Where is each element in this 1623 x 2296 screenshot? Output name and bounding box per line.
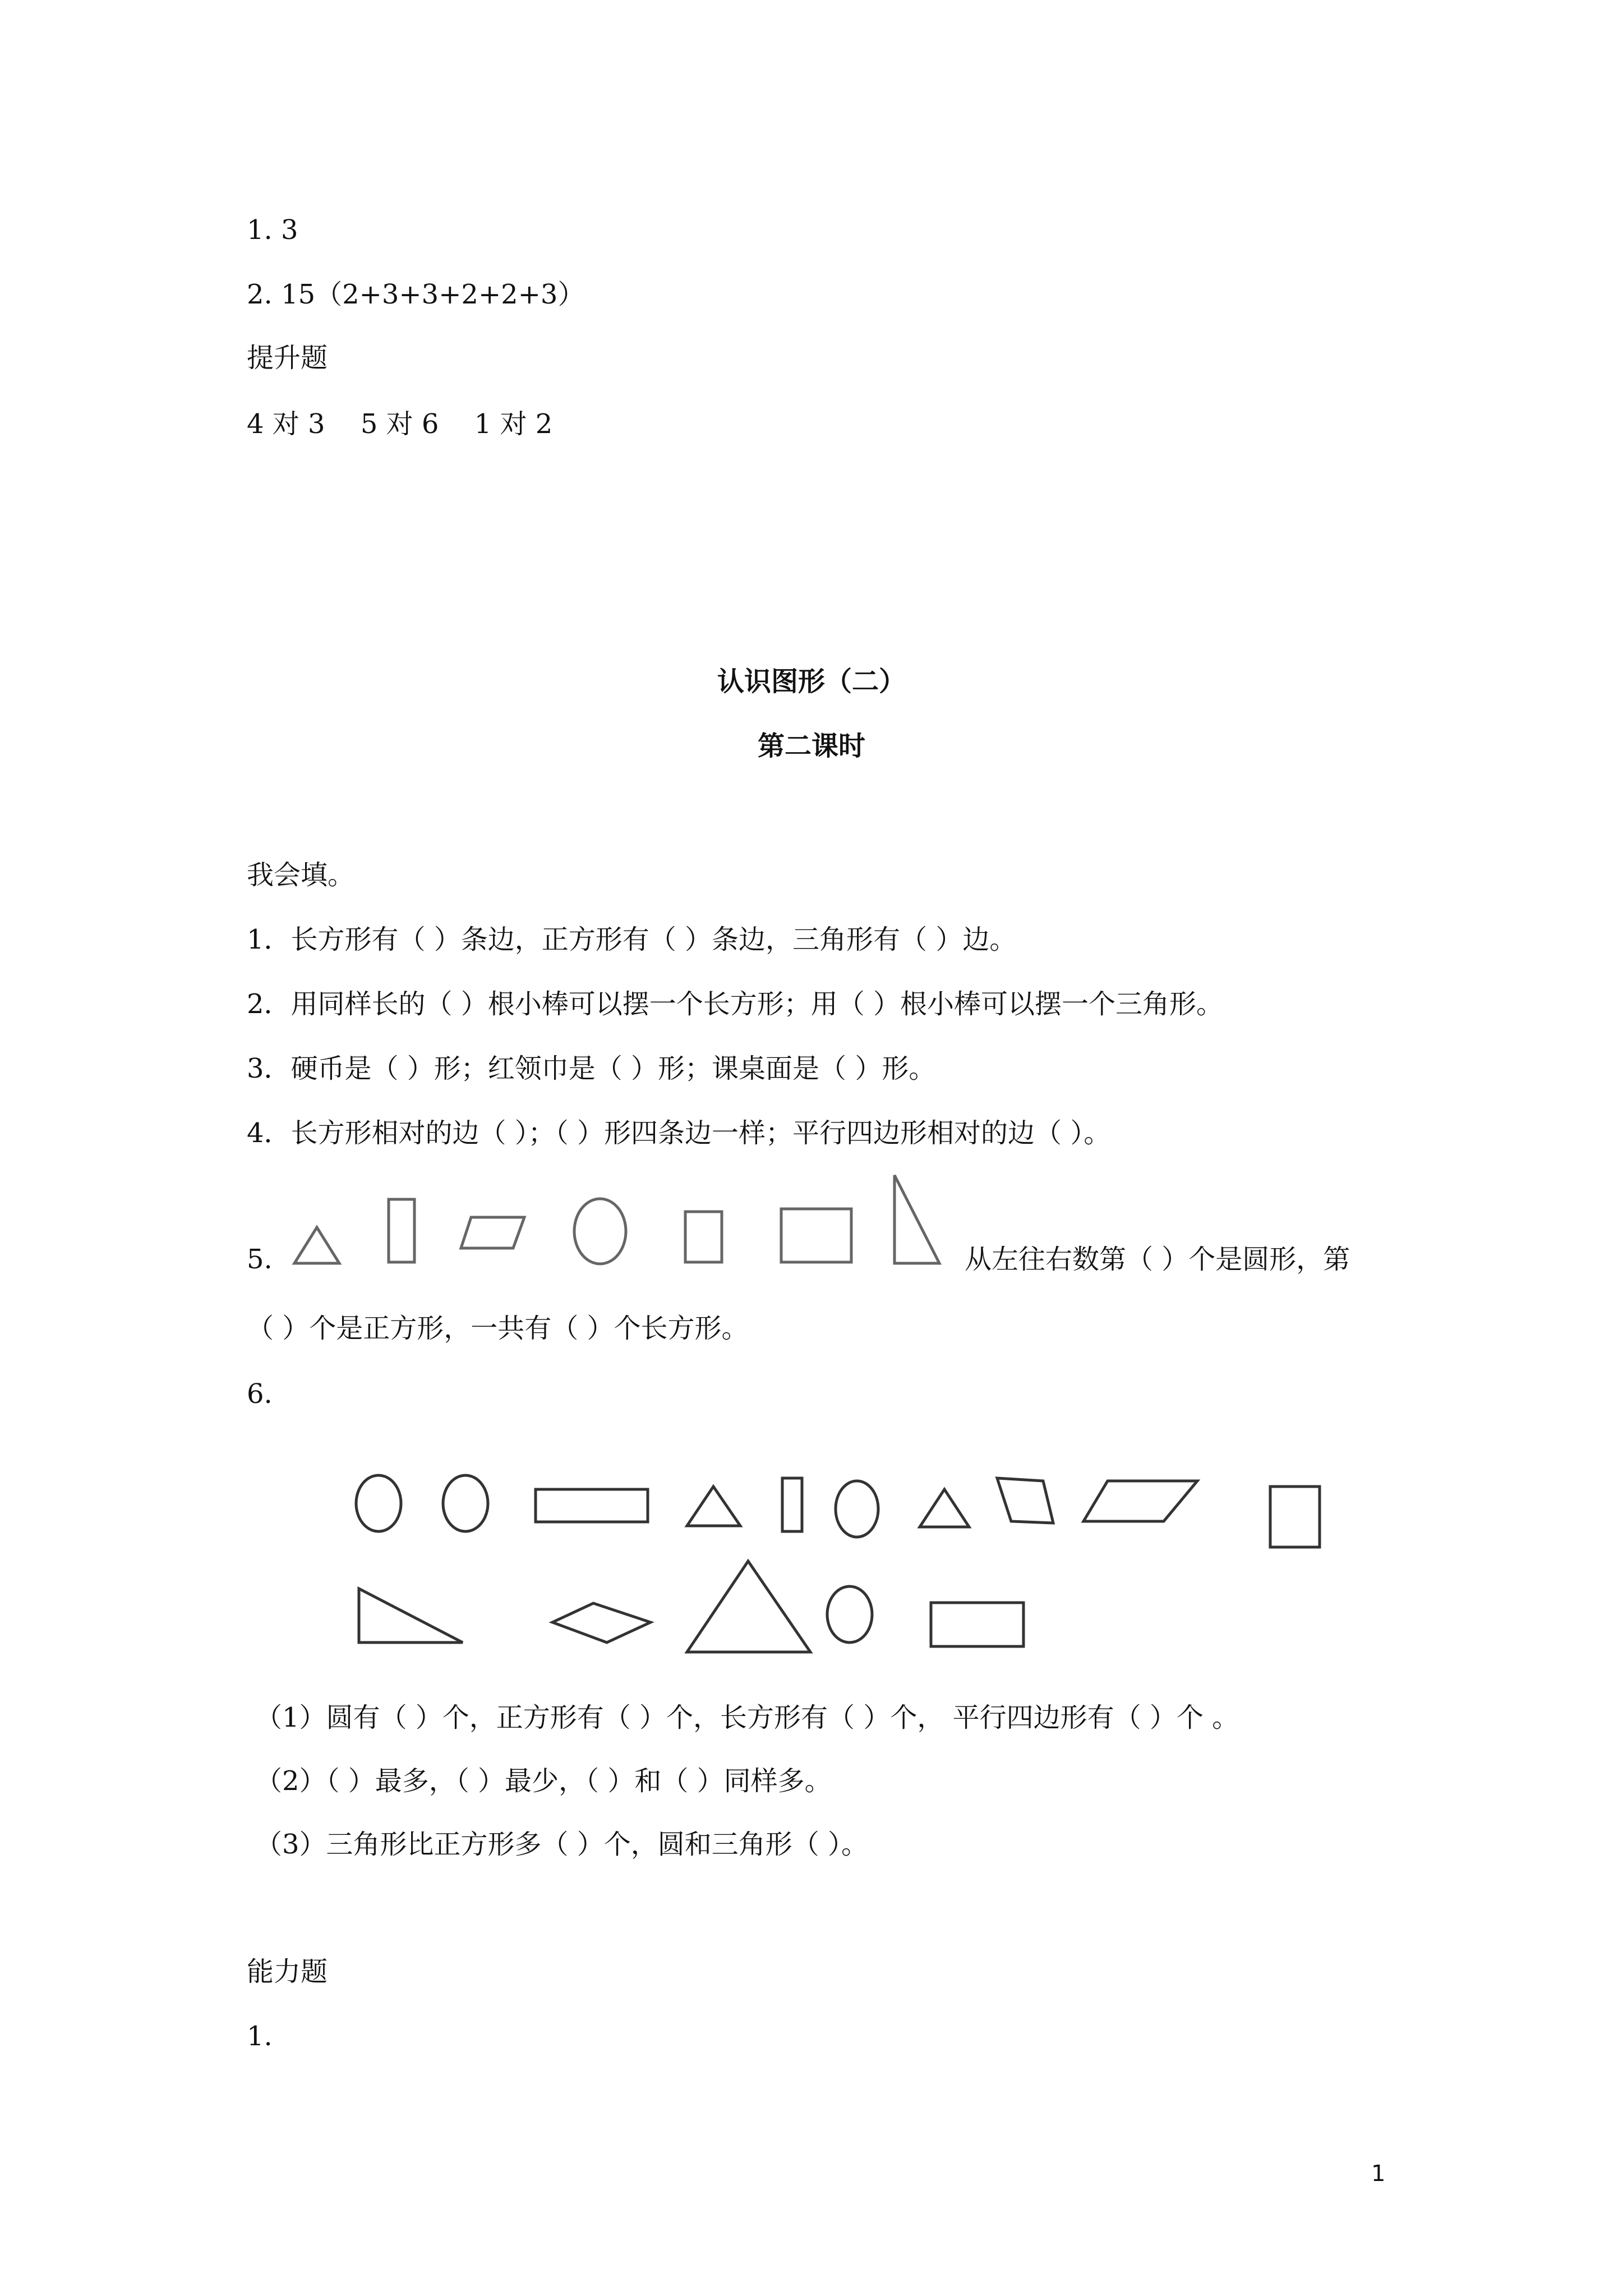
question-5-text-b: （ ）个是正方形，一共有（ ）个长方形。 — [247, 1313, 749, 1344]
q6-square-shape — [1270, 1487, 1320, 1547]
q5-narrow-rectangle-shape — [389, 1199, 414, 1262]
q5-square-shape — [685, 1212, 722, 1262]
q6-rectangle-shape — [536, 1489, 648, 1522]
question-6-sub-2: （2）（ ）最多，（ ）最少，（ ）和（ ）同样多。 — [255, 1765, 832, 1797]
q6-rhombus-shape — [552, 1603, 651, 1642]
question-6-sub-1: （1）圆有（ ）个，正方形有（ ）个，长方形有（ ）个， 平行四边形有（ ）个 。 — [255, 1702, 1239, 1733]
question-6-number: 6. — [247, 1378, 273, 1410]
q6-right-triangle-shape — [359, 1589, 463, 1642]
section-title: 认识图形（二） — [717, 666, 906, 697]
q5-right-triangle-shape — [895, 1175, 939, 1263]
q6-circle-shape — [827, 1586, 872, 1642]
question-4: 4．长方形相对的边（ ）；（ ）形四条边一样；平行四边形相对的边（ ）。 — [247, 1117, 1111, 1149]
q5-parallelogram-shape — [461, 1217, 524, 1248]
question-1: 1．长方形有（ ）条边，正方形有（ ）条边，三角形有（ ）边。 — [247, 924, 1017, 955]
question-5-number: 5. — [247, 1244, 273, 1275]
question-6-sub-3: （3）三角形比正方形多（ ）个，圆和三角形（ ）。 — [255, 1829, 869, 1860]
question-5-text-a: 从左往右数第（ ）个是圆形，第 — [965, 1244, 1350, 1275]
section-subtitle: 第二课时 — [757, 730, 865, 762]
answer-line-2: 2. 15（2+3+3+2+2+3） — [247, 279, 585, 310]
q6-triangle-shape — [920, 1489, 969, 1527]
improvement-heading: 提升题 — [247, 342, 328, 374]
q6-triangle-shape — [687, 1487, 740, 1526]
question-6-shapes-figure — [314, 1436, 1380, 1672]
ability-question-1: 1. — [247, 2021, 273, 2052]
q6-parallelogram-shape — [1083, 1481, 1197, 1521]
answer-pairs: 4 对 3 5 对 6 1 对 2 — [247, 408, 553, 440]
question-3: 3．硬币是（ ）形；红领巾是（ ）形；课桌面是（ ）形。 — [247, 1053, 936, 1084]
question-5-shapes-figure — [286, 1167, 948, 1273]
ability-heading: 能力题 — [247, 1956, 328, 1987]
q5-triangle-shape — [294, 1227, 339, 1263]
q6-circle-shape — [443, 1475, 488, 1531]
q6-large-triangle-shape — [687, 1561, 810, 1652]
q6-rectangle-shape — [931, 1603, 1023, 1646]
q6-circle-shape — [836, 1481, 878, 1537]
fill-in-heading: 我会填。 — [247, 859, 355, 891]
q5-rectangle-shape — [781, 1209, 851, 1262]
q6-trapezoid-shape — [997, 1478, 1053, 1523]
q6-narrow-rectangle-shape — [782, 1478, 802, 1531]
q5-circle-shape — [574, 1199, 626, 1264]
q6-circle-shape — [356, 1475, 401, 1531]
answer-line-1: 1. 3 — [247, 214, 298, 246]
page-number: 1 — [1371, 2161, 1386, 2187]
question-2: 2．用同样长的（ ）根小棒可以摆一个长方形；用（ ）根小棒可以摆一个三角形。 — [247, 988, 1224, 1020]
